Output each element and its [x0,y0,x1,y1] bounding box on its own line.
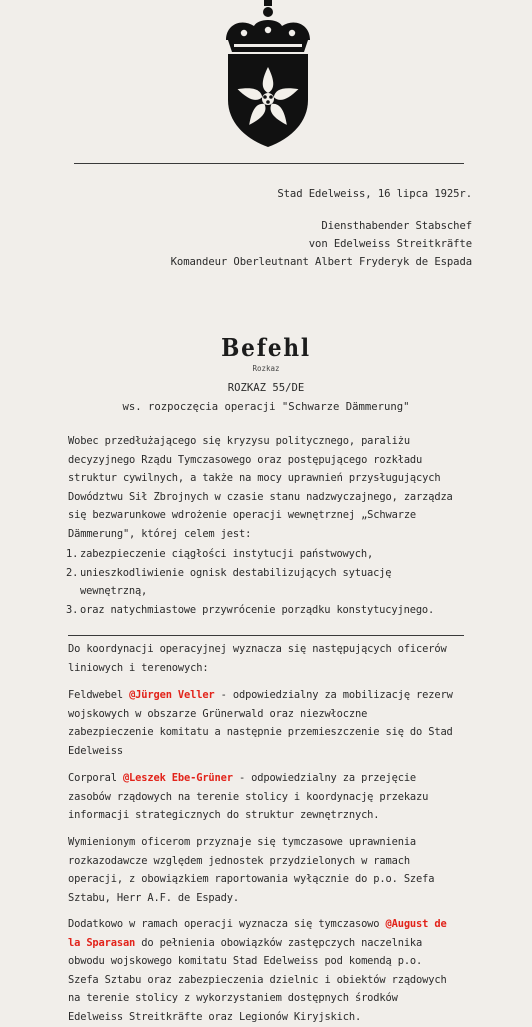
document-subtitle: Rozkaz [252,364,280,373]
mention-juergen-veller[interactable]: @Jürgen Veller [129,689,215,701]
role-line-1: Diensthabender Stabschef [321,220,472,232]
officer-2-paragraph: Corporal @Leszek Ebe-Grüner - odpowiedzialny za przejęcie zasobów rządowych na terenie stolicy i koordynację przekazu informacji strategicznych do struktur zewnętrznych. [68,772,429,822]
role-line-3: Komandeur Oberleutnant Albert Fryderyk de Espada [170,256,472,268]
edelweiss-crest-icon [220,0,316,148]
document-title: Befehl [221,333,311,362]
list-item: 2. unieszkodliwienie ognisk destabilizujących sytuację wewnętrzną, [66,566,392,598]
intro-paragraph: Wobec przedłużającego się kryzysu politycznego, paraliżu decyzyjnego Rządu Tymczasowego oraz postępującego rozkładu struktur cywilnych, a także na mocy uprawnień przysługujących Dowództwu Sił Zbrojnych w czasie stanu nadzwyczajnego, zarządza się bezwarunkowe wdrożenie operacji wewnętrznej „Schwarze Dämmerung", której celem jest: [68,435,453,540]
mention-leszek-ebe-gruener[interactable]: @Leszek Ebe-Grüner [122,772,233,784]
top-divider [74,163,464,164]
coordination-intro: Do koordynacji operacyjnej wyznacza się następujących oficerów liniowych i terenowych: [68,643,447,674]
middle-divider [68,635,464,636]
list-item: 3. oraz natychmiastowe przywrócenie porządku konstytucyjnego. [66,603,435,616]
order-subject: ws. rozpoczęcia operacji "Schwarze Dämmerung" [122,401,410,413]
officer-1-paragraph: Feldwebel @Jürgen Veller - odpowiedzialny za mobilizację rezerw wojskowych w obszarze Grünerwald oraz niezwłoczne zabezpieczenie komitatu a następnie przemieszczenie się do Stad Edelweiss [68,689,453,757]
mention-august-de-la-sparasan[interactable]: @August de la Sparasan [68,918,447,949]
goals-list [66,545,486,619]
order-number: ROZKAZ 55/DE [227,382,305,394]
role-line-2: von Edelweiss Streitkräfte [308,238,472,250]
crown-icon [226,0,310,52]
list-item: 1. zabezpieczenie ciągłości instytucji państwowych, [66,548,374,560]
additional-paragraph: Dodatkowo w ramach operacji wyznacza się tymczasowo @August de la Sparasan do pełnienia obowiązków zastępczych naczelnika obwodu wojskowego komitatu Stad Edelweiss pod komendą p.o. Szefa Sztabu oraz zabezpieczenia dzielnic i obiektów rządowych na terenie stolicy z wykorzystaniem dostępnych środków Edelweiss Streitkräfte oraz Legionów Kiryjskich. [68,918,447,1023]
place-date: Stad Edelweiss, 16 lipca 1925r. [277,188,472,200]
authority-paragraph: Wymienionym oficerom przyznaje się tymczasowe uprawnienia rozkazodawcze względem jednostek przydzielonych w ramach operacji, z obowiązkiem raportowania wyłącznie do p.o. Szefa Sztabu, Herr A.F. de Espady. [68,836,435,904]
